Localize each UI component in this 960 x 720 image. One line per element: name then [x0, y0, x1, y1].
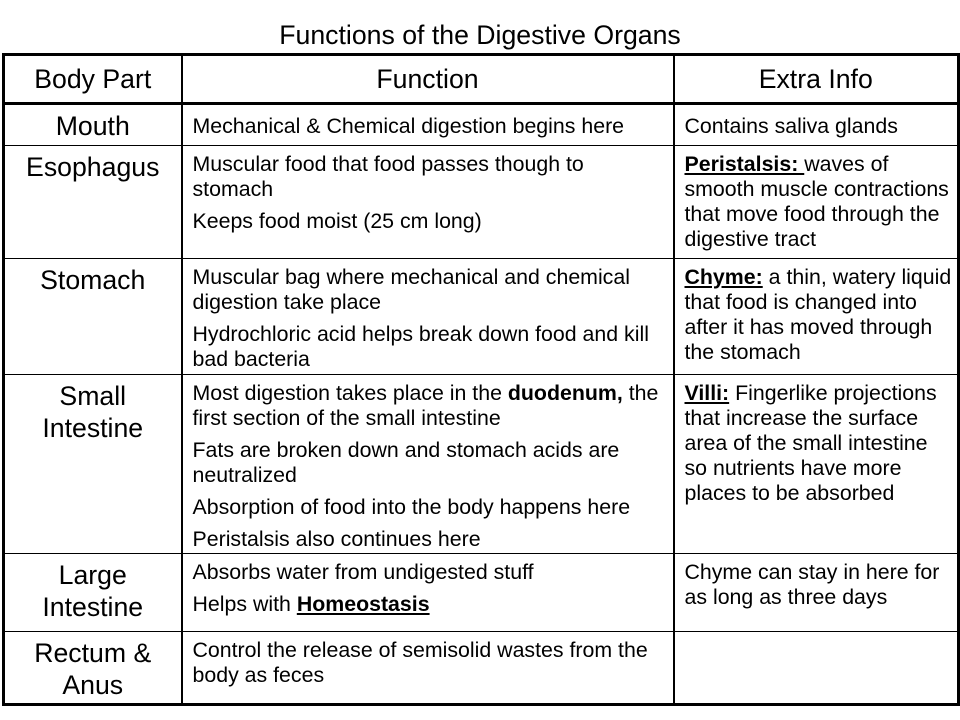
row-mouth — [4, 104, 959, 146]
header-extra-info: Extra Info — [674, 55, 959, 104]
body-part-name: Esophagus — [26, 152, 160, 182]
body-part-name: Large Intestine — [42, 560, 144, 622]
function-line: body as feces — [192, 663, 325, 687]
extra-info-paragraph — [685, 381, 954, 506]
function-line: digestion take place — [192, 290, 382, 314]
body-part-cell — [4, 554, 182, 632]
function-paragraph — [193, 638, 669, 688]
extra-info-line: digestive tract — [684, 227, 817, 251]
extra-info-line: that increase the surface — [684, 406, 919, 430]
bold-term: duodenum, — [507, 381, 623, 405]
function-line: stomach — [192, 177, 274, 201]
extra-info-cell — [674, 375, 959, 554]
extra-info-paragraph — [685, 114, 954, 139]
extra-info-line — [685, 265, 954, 290]
function-cell — [182, 104, 674, 146]
row-esophagus — [4, 146, 959, 259]
page-title: Functions of the Digestive Organs — [279, 20, 681, 50]
body-part-cell — [4, 104, 182, 146]
function-line: Muscular food that food passes though to — [192, 152, 584, 176]
term-label: Chyme: — [684, 265, 763, 289]
extra-info-paragraph — [685, 560, 954, 610]
function-text: Most digestion takes place in the — [192, 381, 508, 405]
function-text: the — [622, 381, 659, 405]
extra-info-cell — [674, 554, 959, 632]
extra-info-line: so nutrients have more — [684, 456, 902, 480]
function-paragraph — [193, 322, 669, 372]
function-line: bad bacteria — [192, 347, 310, 371]
table-body — [4, 104, 959, 705]
extra-info-paragraph — [685, 152, 954, 252]
extra-info-line: that move food through the — [684, 202, 940, 226]
digestive-organs-table — [2, 53, 960, 706]
body-part-name: Mouth — [55, 111, 130, 141]
header-body-part: Body Part — [4, 55, 182, 104]
function-paragraph — [193, 209, 669, 234]
function-cell — [182, 554, 674, 632]
function-text: Helps with — [192, 592, 297, 616]
extra-info-line: after it has moved through — [684, 315, 933, 339]
extra-info-paragraph — [685, 265, 954, 365]
function-line: Absorbs water from undigested stuff — [192, 560, 534, 584]
row-rectum-anus — [4, 632, 959, 705]
extra-info-cell — [674, 104, 959, 146]
function-line: Muscular bag where mechanical and chemical — [192, 265, 630, 289]
extra-info-line — [685, 152, 954, 177]
function-line: Fats are broken down and stomach acids are — [192, 438, 620, 462]
extra-info-line: Chyme can stay in here for — [684, 560, 940, 584]
function-paragraph — [193, 265, 669, 315]
header-function: Function — [182, 55, 674, 104]
extra-info-cell — [674, 259, 959, 375]
bold-underlined-term: Homeostasis — [296, 592, 430, 616]
function-line: Control the release of semisolid wastes from the — [192, 638, 648, 662]
extra-info-text: a thin, watery liquid — [768, 265, 952, 289]
function-line: Keeps food moist (25 cm long) — [192, 209, 482, 233]
function-paragraph — [193, 560, 669, 585]
row-stomach — [4, 259, 959, 375]
function-paragraph — [193, 381, 669, 431]
body-part-cell — [4, 146, 182, 259]
function-line — [193, 592, 669, 617]
body-part-cell — [4, 375, 182, 554]
row-large-intestine — [4, 554, 959, 632]
function-line: Peristalsis also continues here — [192, 527, 481, 551]
function-line: Mechanical & Chemical digestion begins here — [192, 114, 625, 138]
body-part-name: Stomach — [40, 265, 146, 295]
extra-info-line — [685, 381, 954, 406]
function-paragraph — [193, 438, 669, 488]
term-label: Villi: — [684, 381, 730, 405]
function-line: Hydrochloric acid helps break down food and kill — [192, 322, 649, 346]
table-header — [4, 55, 959, 104]
function-line: first section of the small intestine — [192, 406, 501, 430]
function-paragraph — [193, 152, 669, 202]
function-paragraph — [193, 592, 669, 617]
term-label: Peristalsis: — [684, 152, 805, 176]
function-paragraph — [193, 114, 669, 139]
function-cell — [182, 259, 674, 375]
body-part-cell — [4, 632, 182, 705]
header-row — [4, 55, 959, 104]
body-part-name: Rectum & Anus — [34, 638, 152, 700]
function-line — [193, 381, 669, 406]
body-part-cell — [4, 259, 182, 375]
function-paragraph — [193, 495, 669, 520]
function-paragraph — [193, 527, 669, 552]
function-cell — [182, 146, 674, 259]
function-cell — [182, 375, 674, 554]
function-line: neutralized — [192, 463, 297, 487]
extra-info-line: places to be absorbed — [684, 481, 895, 505]
function-cell — [182, 632, 674, 705]
extra-info-line: that food is changed into — [684, 290, 917, 314]
function-line: Absorption of food into the body happens here — [192, 495, 631, 519]
extra-info-cell — [674, 146, 959, 259]
extra-info-line: smooth muscle contractions — [684, 177, 949, 201]
body-part-name: Small Intestine — [42, 381, 144, 443]
extra-info-line: Contains saliva glands — [684, 114, 898, 138]
extra-info-text: Fingerlike projections — [735, 381, 937, 405]
row-small-intestine — [4, 375, 959, 554]
extra-info-line: area of the small intestine — [684, 431, 928, 455]
extra-info-line: the stomach — [684, 340, 801, 364]
extra-info-cell-empty — [674, 632, 959, 705]
extra-info-line: as long as three days — [684, 585, 888, 609]
extra-info-text: waves of — [804, 152, 889, 176]
